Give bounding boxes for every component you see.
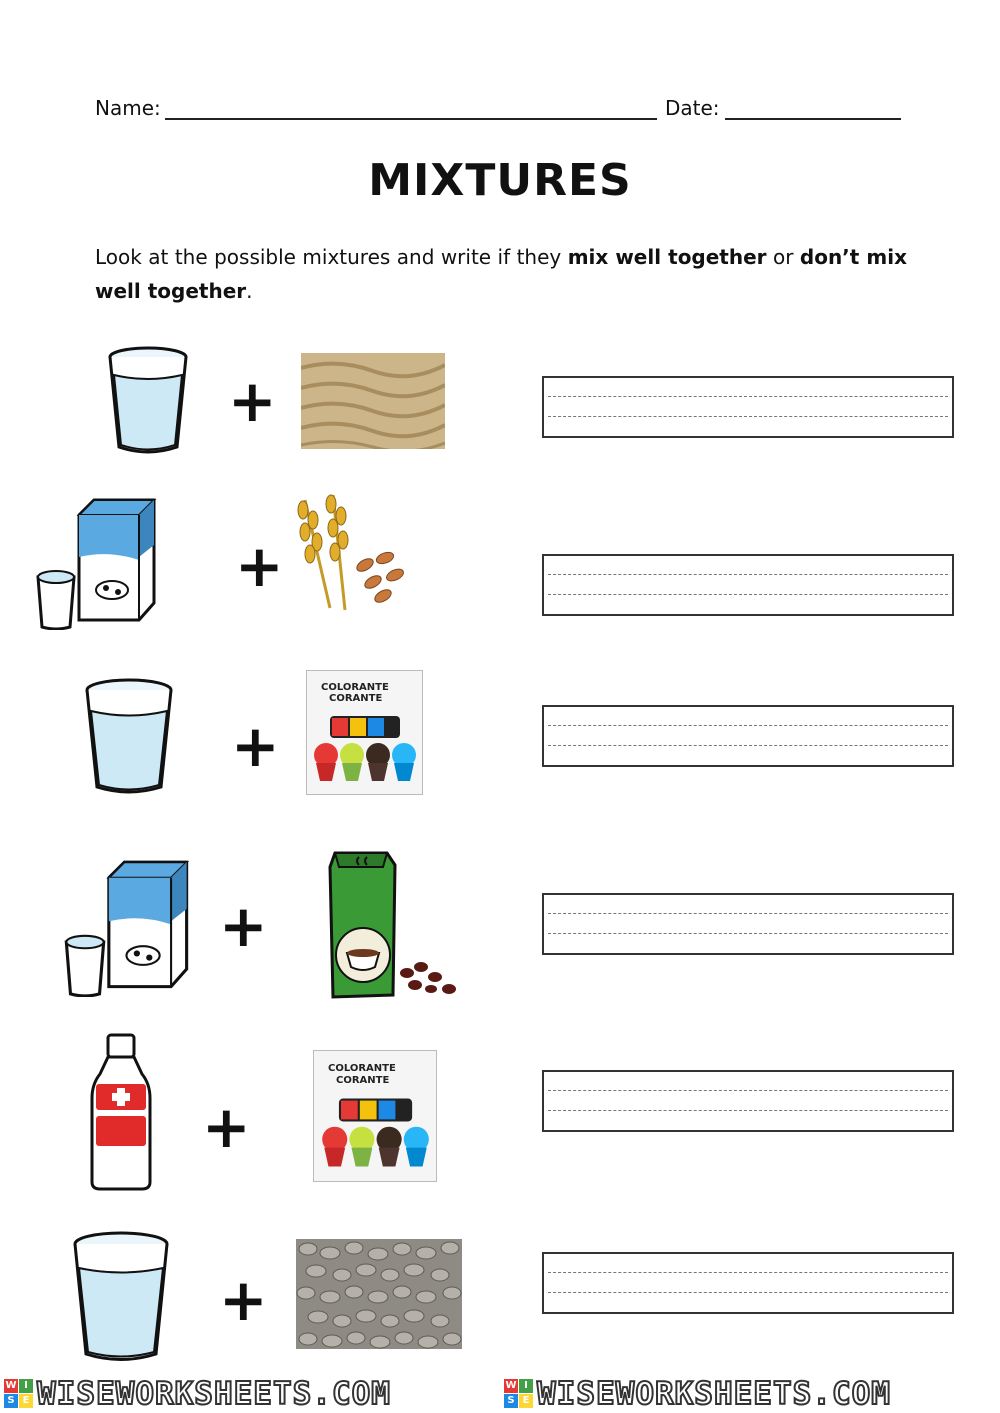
watermark-badge <box>4 1379 33 1408</box>
guide-line <box>548 416 948 417</box>
guide-line <box>548 1110 948 1111</box>
answer-field-4[interactable] <box>542 893 954 955</box>
mixture-row-6 <box>0 1225 1000 1370</box>
instructions-part3: . <box>246 279 253 303</box>
watermark-badge <box>504 1379 533 1408</box>
guide-line <box>548 745 948 746</box>
sand-image <box>301 353 445 449</box>
instructions <box>95 240 907 308</box>
plus-sign: + <box>219 1266 268 1334</box>
badge-letter: W <box>5 1380 17 1391</box>
badge-letter: I <box>19 1379 33 1393</box>
badge-letter: E <box>19 1394 33 1408</box>
footer-watermark <box>0 1374 1000 1413</box>
guide-line <box>548 396 948 397</box>
guide-line <box>548 1292 948 1293</box>
instructions-part2: or <box>766 245 800 269</box>
badge-letter: S <box>4 1394 18 1408</box>
bottle-label: 96º <box>99 1149 139 1173</box>
answer-field-1[interactable] <box>542 376 954 438</box>
corante-label: CORANTE <box>336 1075 390 1086</box>
guide-line <box>548 574 948 575</box>
milk-carton-icon <box>34 495 159 630</box>
watermark-text: WISEWORKSHEETS.COM <box>537 1375 891 1412</box>
mixture-row-1 <box>0 340 1000 460</box>
mixture-row-5 <box>0 1030 1000 1190</box>
plus-sign: + <box>235 532 284 600</box>
cocoa-bag-icon <box>325 845 460 1000</box>
food-coloring-box <box>313 1050 437 1182</box>
answer-field-6[interactable] <box>542 1252 954 1314</box>
stones-image <box>296 1239 462 1349</box>
plus-sign: + <box>202 1093 251 1161</box>
mixture-row-2 <box>0 490 1000 630</box>
cupcakes-icon <box>310 711 419 787</box>
guide-line <box>548 913 948 914</box>
plus-sign: + <box>228 367 277 435</box>
colorante-label: COLORANTE <box>328 1063 396 1074</box>
header-fields <box>95 96 905 126</box>
answer-field-2[interactable] <box>542 554 954 616</box>
badge-letter: E <box>519 1394 533 1408</box>
instructions-part1: Look at the possible mixtures and write if they <box>95 245 568 269</box>
wheat-icon <box>285 490 410 615</box>
name-field[interactable] <box>165 118 657 120</box>
guide-line <box>548 1272 948 1273</box>
glass-of-water-icon <box>105 345 191 457</box>
mixture-row-3 <box>0 665 1000 800</box>
guide-line <box>548 933 948 934</box>
guide-line <box>548 1090 948 1091</box>
corante-label: CORANTE <box>329 693 383 704</box>
badge-letter: I <box>519 1379 533 1393</box>
guide-line <box>548 594 948 595</box>
watermark-text: WISEWORKSHEETS.COM <box>37 1375 391 1412</box>
glass-of-water-icon <box>70 1230 172 1368</box>
answer-field-5[interactable] <box>542 1070 954 1132</box>
plus-sign: + <box>219 892 268 960</box>
cupcakes-icon <box>318 1093 432 1173</box>
plus-sign: + <box>231 712 280 780</box>
instructions-bold2: don’t mix well together <box>95 245 907 303</box>
glass-of-water-icon <box>82 677 176 799</box>
badge-letter: W <box>505 1380 517 1391</box>
answer-field-3[interactable] <box>542 705 954 767</box>
milk-carton-icon <box>62 857 192 997</box>
watermark-brand <box>4 1376 500 1412</box>
food-coloring-box <box>306 670 423 795</box>
mixture-row-4 <box>0 845 1000 1000</box>
colorante-label: COLORANTE <box>321 682 389 693</box>
name-label: Name: <box>95 96 161 120</box>
date-field[interactable] <box>725 118 901 120</box>
date-label: Date: <box>665 96 720 120</box>
guide-line <box>548 725 948 726</box>
watermark-brand <box>504 1376 1000 1412</box>
instructions-bold1: mix well together <box>567 245 767 269</box>
badge-letter: S <box>504 1394 518 1408</box>
page-title: MIXTURES <box>368 155 632 206</box>
